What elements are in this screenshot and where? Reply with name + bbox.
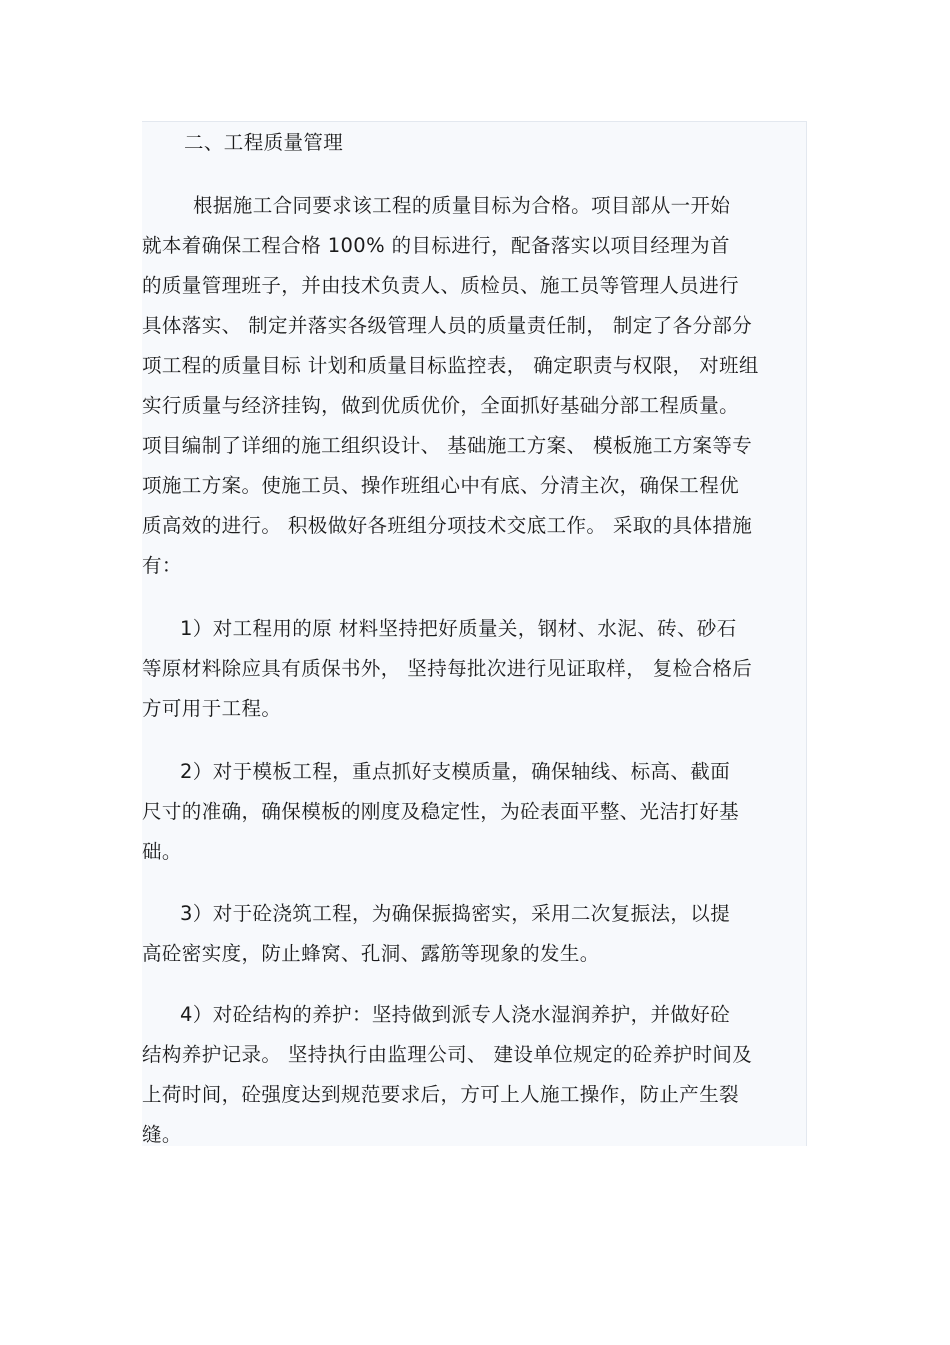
- measure-3-line: 高砼密实度，防止蜂窝、孔洞、露筋等现象的发生。: [142, 942, 600, 965]
- intro-line: 质高效的进行。 积极做好各班组分项技术交底工作。 采取的具体措施: [142, 514, 753, 537]
- measure-1-line: 等原材料除应具有质保书外， 坚持每批次进行见证取样， 复检合格后: [142, 657, 753, 680]
- measure-1-line: 1）对工程用的原 材料坚持把好质量关，钢材、水泥、砖、砂石: [180, 617, 737, 640]
- section-heading: 二、工程质量管理: [184, 131, 344, 154]
- intro-line: 有：: [142, 554, 182, 577]
- measure-2-line: 2）对于模板工程，重点抓好支模质量，确保轴线、标高、截面: [180, 760, 731, 783]
- intro-line: 项工程的质量目标 计划和质量目标监控表， 确定职责与权限， 对班组: [142, 354, 759, 377]
- intro-line: 就本着确保工程合格 100% 的目标进行，配备落实以项目经理为首: [142, 234, 730, 257]
- intro-line: 项目编制了详细的施工组织设计、 基础施工方案、 模板施工方案等专: [142, 434, 753, 457]
- measure-4-line: 上荷时间，砼强度达到规范要求后，方可上人施工操作，防止产生裂: [142, 1083, 740, 1106]
- intro-line: 根据施工合同要求该工程的质量目标为合格。项目部从一开始: [193, 194, 731, 217]
- measure-4-line: 缝。: [142, 1123, 182, 1146]
- measure-2-line: 础。: [142, 840, 182, 863]
- measure-4-line: 4）对砼结构的养护：坚持做到派专人浇水湿润养护，并做好砼: [180, 1003, 731, 1026]
- intro-line: 具体落实、 制定并落实各级管理人员的质量责任制， 制定了各分部分: [142, 314, 753, 337]
- intro-line: 的质量管理班子，并由技术负责人、质检员、施工员等管理人员进行: [142, 274, 740, 297]
- document-panel: [142, 121, 807, 1146]
- intro-line: 实行质量与经济挂钩，做到优质优价，全面抓好基础分部工程质量。: [142, 394, 740, 417]
- measure-1-line: 方可用于工程。: [142, 697, 282, 720]
- measure-2-line: 尺寸的准确，确保模板的刚度及稳定性，为砼表面平整、光洁打好基: [142, 800, 740, 823]
- measure-3-line: 3）对于砼浇筑工程，为确保振捣密实，采用二次复振法，以提: [180, 902, 731, 925]
- intro-line: 项施工方案。使施工员、操作班组心中有底、分清主次，确保工程优: [142, 474, 740, 497]
- measure-4-line: 结构养护记录。 坚持执行由监理公司、 建设单位规定的砼养护时间及: [142, 1043, 753, 1066]
